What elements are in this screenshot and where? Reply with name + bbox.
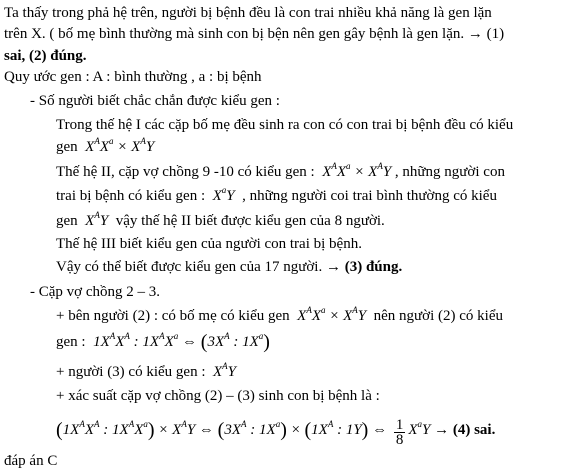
text-eight-people: vậy thế hệ II biết được kiểu gen của 8 người. — [115, 213, 385, 229]
text-person-3: + người (3) có kiểu gen : — [56, 364, 206, 380]
fraction-numerator: 1 — [395, 417, 404, 433]
probability-formula-line — [56, 418, 495, 447]
formula-person-2-ratio: $1X^AX^A$ : $1X^AX^a$ ⇔ ($3X^A$ : $1X^a$) — [93, 331, 270, 353]
text-gen-colon: gen : — [56, 334, 86, 350]
text-gen-2: gen — [56, 213, 78, 229]
text-person-2: + bên người (2) : có bố mẹ có kiểu gen — [56, 308, 290, 324]
formula-parents-gen-i: $X^AX^a \times X^AY$ — [85, 136, 155, 155]
gen-ii-line-2 — [56, 187, 497, 205]
gene-convention: Quy ước gen : A : bình thường , a : bị bệnh — [4, 69, 262, 85]
formula-normal-son: $X^AY$ — [85, 210, 109, 229]
gen-i-line-2 — [56, 138, 154, 156]
text-person-2-genotype: nên người (2) có kiểu — [373, 308, 503, 324]
final-answer: đáp án C — [4, 453, 58, 469]
intro-line-2: trên X. ( bố mẹ bình thường mà sinh con bị bện nên gen gây bệnh là gen lặn. → (1) — [4, 26, 505, 42]
section-1-heading: - Số người biết chắc chắn được kiểu gen : — [30, 93, 280, 109]
text-sick-sons: trai bị bệnh có kiểu gen : — [56, 188, 206, 204]
formula-person-3: $X^AY$ — [213, 361, 237, 380]
person-2-line-2 — [56, 333, 270, 351]
formula-probability: ($1X^AX^A$ : $1X^AX^a) \times X^AY$ ⇔ ($3X^A$ : $1X^a) \times (1X^A$ : 1Y) ⇔ — [56, 419, 391, 441]
text-children: , những người con — [394, 164, 505, 180]
probability-line: + xác suất cặp vợ chồng (2) – (3) sinh con bị bệnh là : — [56, 388, 380, 404]
gen-ii-line-3 — [56, 212, 385, 230]
arrow-symbol: → — [434, 422, 450, 438]
intro-line-1: Ta thấy trong phả hệ trên, người bị bệnh đều là con trai nhiều khả năng là gen lặn — [4, 5, 492, 21]
text-17-people: Vậy có thể biết được kiểu gen của 17 người. → — [56, 259, 341, 275]
person-3-line — [56, 363, 236, 381]
gen-ii-line-1 — [56, 163, 505, 181]
fraction-one-eighth — [394, 418, 406, 447]
gen-iii-line: Thế hệ III biết kiểu gen của người con trai bị bệnh. — [56, 236, 362, 252]
text-gen: gen — [56, 139, 78, 155]
formula-sick-son: $X^aY$ — [212, 185, 235, 204]
section-2-heading: - Cặp vợ chồng 2 – 3. — [30, 284, 160, 300]
person-2-line-1 — [56, 307, 503, 325]
formula-couple-9-10: $X^AX^a \times X^AY$ — [322, 161, 392, 180]
fraction-denominator: 8 — [395, 432, 404, 448]
text-gen-ii: Thế hệ II, cặp vợ chồng 9 -10 có kiểu gen : — [56, 164, 315, 180]
conclusion-3-line — [56, 258, 402, 276]
formula-parents-person-2: $X^AX^a \times X^AY$ — [297, 305, 367, 324]
verdict-3-true: (3) đúng. — [344, 259, 403, 275]
text-normal-sons: , những người coi trai bình thường có kiểu — [242, 188, 497, 204]
verdict-4-false: (4) sai. — [452, 422, 496, 438]
intro-line-3: sai, (2) đúng. — [4, 48, 87, 64]
gen-i-line-1: Trong thế hệ I các cặp bố mẹ đều sinh ra con có con trai bị bệnh đều có kiểu — [56, 117, 514, 133]
formula-result: $X^aY$ — [408, 419, 431, 438]
